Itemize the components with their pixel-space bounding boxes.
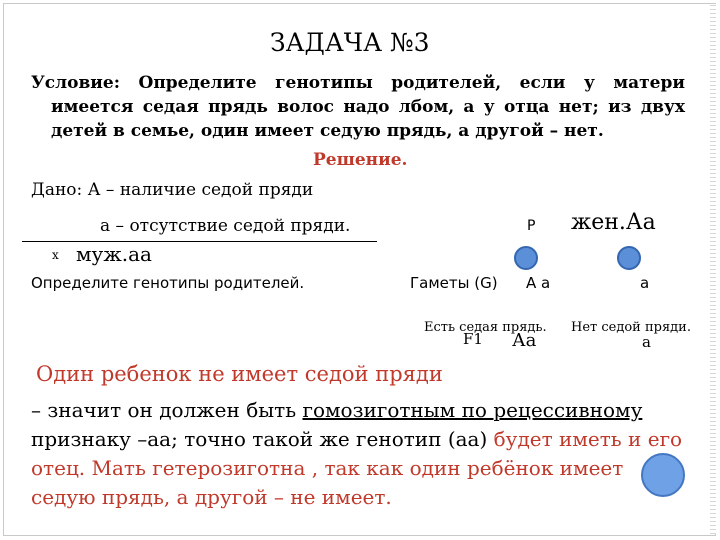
conclusion-heading: Один ребенок не имеет седой пряди [36,362,443,386]
determine-text: Определите генотипы родителей. [31,274,305,292]
paragraph-underlined: гомозиготным по рецессивному [302,398,643,422]
f1-genotype-b: а [642,333,651,351]
cross-mark: х [52,248,59,262]
condition-line-2: имеется седая прядь волос надо лбом, а у отца нет; из двух [51,97,685,117]
slide-title: ЗАДАЧА №3 [270,28,430,57]
female-gametes: А а [526,274,551,292]
decorative-strip [710,4,716,534]
solution-label: Решение. [313,150,408,170]
paragraph-red-part: будет иметь и его отец. Мать гетерозиготна , так как один ребёнок имеет седую прядь, а другой – не имеет. [31,427,683,509]
condition-line-1: Условие: Определите генотипы родителей, если у матери [31,73,685,93]
male-genotype: муж.аа [76,242,152,266]
given-text: Дано: А – наличие седой пряди [31,180,314,200]
parents-label: Р [527,218,536,234]
result-no-gray-strand: Нет седой пряди. [571,320,691,335]
gamete-circle-male [617,246,641,270]
male-gamete: а [640,274,650,292]
condition-text [31,71,685,143]
gametes-label: Гаметы (G) [410,274,498,292]
recessive-text: а – отсутствие седой пряди. [100,216,351,236]
result-gray-strand: Есть седая прядь. [424,320,547,335]
conclusion-paragraph [31,396,691,512]
paragraph-part-3: признаку –аа; точно такой же генотип (аа) [31,427,494,451]
gamete-circle-female [514,246,538,270]
nav-circle-button[interactable] [641,453,685,497]
condition-line-3: детей в семье, один имеет седую прядь, а другой – нет. [51,121,604,141]
paragraph-part-1: – значит он должен быть [31,398,303,422]
f1-genotype: Аа [512,330,537,351]
f1-label: F1 [463,330,483,348]
female-genotype: жен.Аа [571,210,656,235]
